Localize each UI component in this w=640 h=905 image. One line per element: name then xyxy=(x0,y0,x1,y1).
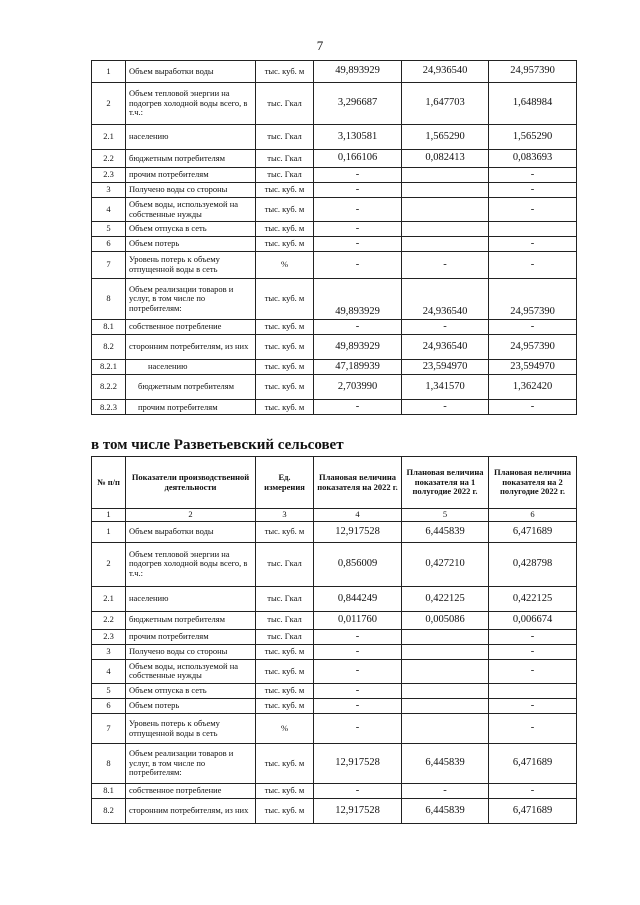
plan-half1-value: - xyxy=(402,320,489,335)
plan-half2-value: - xyxy=(489,183,577,198)
plan-half1-value: 6,445839 xyxy=(402,521,489,542)
plan-half1-value: - xyxy=(402,400,489,415)
table-row xyxy=(92,279,577,320)
unit-cell: тыс. куб. м xyxy=(256,375,314,400)
table-row xyxy=(92,611,577,629)
unit-cell: тыс. куб. м xyxy=(256,237,314,252)
unit-cell: тыс. куб. м xyxy=(256,279,314,320)
plan-half2-value: 1,362420 xyxy=(489,375,577,400)
table-row xyxy=(92,335,577,360)
indicator-name: Получено воды со стороны xyxy=(126,644,256,659)
table-row xyxy=(92,799,577,824)
table-row xyxy=(92,252,577,279)
row-number: 8.1 xyxy=(92,784,126,799)
plan-year-value: 0,011760 xyxy=(314,611,402,629)
header-unit: Ед. измерения xyxy=(256,457,314,509)
row-number: 8.2.1 xyxy=(92,360,126,375)
plan-half2-value: - xyxy=(489,644,577,659)
plan-half1-value xyxy=(402,644,489,659)
indicator-name: населению xyxy=(126,586,256,611)
plan-half1-value: - xyxy=(402,252,489,279)
row-number: 6 xyxy=(92,698,126,713)
unit-cell: тыс. куб. м xyxy=(256,400,314,415)
row-number: 8 xyxy=(92,744,126,784)
unit-cell: тыс. Гкал xyxy=(256,83,314,125)
row-number: 3 xyxy=(92,644,126,659)
table-row xyxy=(92,400,577,415)
row-number: 8.2.3 xyxy=(92,400,126,415)
row-number: 1 xyxy=(92,61,126,83)
table-row xyxy=(92,183,577,198)
plan-half1-value: 1,565290 xyxy=(402,125,489,150)
plan-half2-value: - xyxy=(489,784,577,799)
unit-cell: тыс. куб. м xyxy=(256,698,314,713)
table-row xyxy=(92,61,577,83)
plan-year-value: - xyxy=(314,644,402,659)
row-number: 3 xyxy=(92,183,126,198)
plan-half1-value: 0,082413 xyxy=(402,150,489,168)
unit-cell: тыс. куб. м xyxy=(256,744,314,784)
row-number: 7 xyxy=(92,714,126,744)
table-row xyxy=(92,198,577,222)
plan-year-value: 12,917528 xyxy=(314,521,402,542)
indicator-name: бюджетным потребителям xyxy=(126,375,256,400)
plan-half2-value: 1,648984 xyxy=(489,83,577,125)
indicator-name: бюджетным потребителям xyxy=(126,611,256,629)
unit-cell: тыс. куб. м xyxy=(256,799,314,824)
unit-cell: тыс. Гкал xyxy=(256,168,314,183)
indicator-name: Объем воды, используемой на собственные нужды xyxy=(126,198,256,222)
plan-year-value: 12,917528 xyxy=(314,744,402,784)
plan-year-value: 2,703990 xyxy=(314,375,402,400)
production-indicators-table xyxy=(91,60,577,415)
plan-year-value: - xyxy=(314,400,402,415)
plan-half2-value xyxy=(489,683,577,698)
plan-half2-value: 6,471689 xyxy=(489,799,577,824)
indicator-name: Объем реализации товаров и услуг, в том числе по потребителям: xyxy=(126,744,256,784)
plan-half2-value: 23,594970 xyxy=(489,360,577,375)
plan-year-value: - xyxy=(314,183,402,198)
indicator-name: сторонним потребителям, из них xyxy=(126,799,256,824)
indicator-name: Объем воды, используемой на собственные нужды xyxy=(126,659,256,683)
indicator-name: бюджетным потребителям xyxy=(126,150,256,168)
indicator-name: Объем реализации товаров и услуг, в том числе по потребителям: xyxy=(126,279,256,320)
row-number: 8.2.2 xyxy=(92,375,126,400)
indicator-name: Объем выработки воды xyxy=(126,61,256,83)
plan-year-value: 12,917528 xyxy=(314,799,402,824)
row-number: 2.1 xyxy=(92,586,126,611)
plan-half2-value: 6,471689 xyxy=(489,744,577,784)
index-cell: 3 xyxy=(256,509,314,522)
indicator-name: Объем тепловой энергии на подогрев холодной воды всего, в т.ч.: xyxy=(126,542,256,586)
plan-half1-value: 1,341570 xyxy=(402,375,489,400)
plan-year-value: - xyxy=(314,629,402,644)
header-name: Показатели производственной деятельности xyxy=(126,457,256,509)
plan-half1-value xyxy=(402,168,489,183)
plan-half1-value xyxy=(402,698,489,713)
table-row xyxy=(92,659,577,683)
plan-half2-value: - xyxy=(489,198,577,222)
table-row xyxy=(92,784,577,799)
table-row xyxy=(92,168,577,183)
plan-half2-value: 0,006674 xyxy=(489,611,577,629)
plan-half2-value: - xyxy=(489,320,577,335)
table-row xyxy=(92,125,577,150)
table-row xyxy=(92,237,577,252)
plan-half2-value: 0,422125 xyxy=(489,586,577,611)
plan-half2-value: 0,083693 xyxy=(489,150,577,168)
header-num: № п/п xyxy=(92,457,126,509)
table-row xyxy=(92,586,577,611)
plan-half2-value: 6,471689 xyxy=(489,521,577,542)
unit-cell: тыс. куб. м xyxy=(256,198,314,222)
plan-year-value: - xyxy=(314,198,402,222)
plan-half2-value: - xyxy=(489,252,577,279)
plan-year-value: - xyxy=(314,659,402,683)
row-number: 4 xyxy=(92,198,126,222)
plan-year-value: 49,893929 xyxy=(314,61,402,83)
row-number: 8.2 xyxy=(92,799,126,824)
plan-year-value: - xyxy=(314,252,402,279)
row-number: 6 xyxy=(92,237,126,252)
plan-half2-value: 24,957390 xyxy=(489,279,577,320)
row-number: 8.2 xyxy=(92,335,126,360)
plan-year-value: 0,844249 xyxy=(314,586,402,611)
plan-half2-value: - xyxy=(489,714,577,744)
razvetyevsky-indicators-table xyxy=(91,456,577,824)
row-number: 8 xyxy=(92,279,126,320)
plan-half1-value: 24,936540 xyxy=(402,61,489,83)
row-number: 2.3 xyxy=(92,629,126,644)
unit-cell: тыс. Гкал xyxy=(256,611,314,629)
section-title: в том числе Разветьевский сельсовет xyxy=(91,437,344,453)
row-number: 2.1 xyxy=(92,125,126,150)
table-row xyxy=(92,683,577,698)
unit-cell: тыс. куб. м xyxy=(256,222,314,237)
plan-half2-value: - xyxy=(489,698,577,713)
plan-year-value: - xyxy=(314,784,402,799)
unit-cell: тыс. Гкал xyxy=(256,125,314,150)
row-number: 2.2 xyxy=(92,611,126,629)
plan-half1-value: 23,594970 xyxy=(402,360,489,375)
plan-year-value: 49,893929 xyxy=(314,279,402,320)
row-number: 2.2 xyxy=(92,150,126,168)
header-plan-half1: Плановая величина показателя на 1 полугодие 2022 г. xyxy=(402,457,489,509)
page-number: 7 xyxy=(316,38,324,53)
table-row xyxy=(92,360,577,375)
table-row xyxy=(92,320,577,335)
table-row xyxy=(92,375,577,400)
indicator-name: Объем отпуска в сеть xyxy=(126,683,256,698)
unit-cell: тыс. куб. м xyxy=(256,61,314,83)
index-cell: 4 xyxy=(314,509,402,522)
index-cell: 1 xyxy=(92,509,126,522)
indicator-name: Объем выработки воды xyxy=(126,521,256,542)
unit-cell: тыс. куб. м xyxy=(256,644,314,659)
plan-half1-value: 1,647703 xyxy=(402,83,489,125)
unit-cell: тыс. куб. м xyxy=(256,360,314,375)
plan-year-value: - xyxy=(314,683,402,698)
table-row xyxy=(92,222,577,237)
table-row xyxy=(92,521,577,542)
plan-year-value: 0,166106 xyxy=(314,150,402,168)
index-cell: 5 xyxy=(402,509,489,522)
plan-year-value: 0,856009 xyxy=(314,542,402,586)
indicator-name: Объем отпуска в сеть xyxy=(126,222,256,237)
unit-cell: тыс. Гкал xyxy=(256,150,314,168)
plan-half2-value: - xyxy=(489,629,577,644)
plan-half2-value: 24,957390 xyxy=(489,335,577,360)
unit-cell: тыс. куб. м xyxy=(256,183,314,198)
plan-half2-value: - xyxy=(489,168,577,183)
plan-half1-value xyxy=(402,222,489,237)
plan-half1-value: 24,936540 xyxy=(402,279,489,320)
table-row xyxy=(92,744,577,784)
indicator-name: населению xyxy=(126,125,256,150)
unit-cell: тыс. Гкал xyxy=(256,586,314,611)
plan-half2-value: 1,565290 xyxy=(489,125,577,150)
unit-cell: тыс. куб. м xyxy=(256,335,314,360)
indicator-name: Уровень потерь к объему отпущенной воды в сеть xyxy=(126,714,256,744)
plan-half2-value: - xyxy=(489,400,577,415)
plan-year-value: - xyxy=(314,320,402,335)
table-header-row xyxy=(92,457,577,509)
indicator-name: прочим потребителям xyxy=(126,400,256,415)
plan-half1-value xyxy=(402,198,489,222)
table-row xyxy=(92,150,577,168)
unit-cell: тыс. куб. м xyxy=(256,683,314,698)
plan-half2-value: - xyxy=(489,659,577,683)
plan-half1-value xyxy=(402,237,489,252)
indicator-name: сторонним потребителям, из них xyxy=(126,335,256,360)
plan-half1-value: 0,422125 xyxy=(402,586,489,611)
unit-cell: тыс. куб. м xyxy=(256,320,314,335)
row-number: 2 xyxy=(92,542,126,586)
plan-half1-value xyxy=(402,659,489,683)
plan-year-value: - xyxy=(314,698,402,713)
plan-half1-value: 24,936540 xyxy=(402,335,489,360)
plan-half1-value xyxy=(402,714,489,744)
row-number: 4 xyxy=(92,659,126,683)
plan-half1-value: 0,427210 xyxy=(402,542,489,586)
indicator-name: Объем потерь xyxy=(126,237,256,252)
unit-cell: тыс. Гкал xyxy=(256,542,314,586)
plan-year-value: 3,296687 xyxy=(314,83,402,125)
table-index-row xyxy=(92,509,577,522)
plan-half1-value: 6,445839 xyxy=(402,744,489,784)
plan-year-value: - xyxy=(314,237,402,252)
table-row xyxy=(92,644,577,659)
table-row xyxy=(92,83,577,125)
plan-year-value: 49,893929 xyxy=(314,335,402,360)
plan-half2-value: 0,428798 xyxy=(489,542,577,586)
row-number: 5 xyxy=(92,683,126,698)
indicator-name: населению xyxy=(126,360,256,375)
table-row xyxy=(92,698,577,713)
plan-year-value: - xyxy=(314,714,402,744)
plan-year-value: - xyxy=(314,168,402,183)
indicator-name: Уровень потерь к объему отпущенной воды в сеть xyxy=(126,252,256,279)
indicator-name: прочим потребителям xyxy=(126,629,256,644)
plan-half2-value: 24,957390 xyxy=(489,61,577,83)
header-plan-year: Плановая величина показателя на 2022 г. xyxy=(314,457,402,509)
unit-cell: тыс. куб. м xyxy=(256,784,314,799)
unit-cell: % xyxy=(256,714,314,744)
table-row xyxy=(92,629,577,644)
header-plan-half2: Плановая величина показателя на 2 полугодие 2022 г. xyxy=(489,457,577,509)
plan-year-value: 47,189939 xyxy=(314,360,402,375)
plan-half1-value xyxy=(402,629,489,644)
indicator-name: собственное потребление xyxy=(126,784,256,799)
row-number: 5 xyxy=(92,222,126,237)
row-number: 2 xyxy=(92,83,126,125)
row-number: 7 xyxy=(92,252,126,279)
unit-cell: тыс. куб. м xyxy=(256,659,314,683)
plan-half1-value: 0,005086 xyxy=(402,611,489,629)
row-number: 8.1 xyxy=(92,320,126,335)
plan-half2-value xyxy=(489,222,577,237)
indicator-name: Получено воды со стороны xyxy=(126,183,256,198)
index-cell: 2 xyxy=(126,509,256,522)
plan-half1-value xyxy=(402,683,489,698)
row-number: 1 xyxy=(92,521,126,542)
indicator-name: Объем тепловой энергии на подогрев холодной воды всего, в т.ч.: xyxy=(126,83,256,125)
plan-half2-value: - xyxy=(489,237,577,252)
unit-cell: % xyxy=(256,252,314,279)
indicator-name: прочим потребителям xyxy=(126,168,256,183)
indicator-name: собственное потребление xyxy=(126,320,256,335)
index-cell: 6 xyxy=(489,509,577,522)
table-row xyxy=(92,714,577,744)
plan-half1-value: - xyxy=(402,784,489,799)
plan-half1-value xyxy=(402,183,489,198)
unit-cell: тыс. куб. м xyxy=(256,521,314,542)
unit-cell: тыс. Гкал xyxy=(256,629,314,644)
plan-year-value: 3,130581 xyxy=(314,125,402,150)
table-row xyxy=(92,542,577,586)
row-number: 2.3 xyxy=(92,168,126,183)
plan-half1-value: 6,445839 xyxy=(402,799,489,824)
plan-year-value: - xyxy=(314,222,402,237)
indicator-name: Объем потерь xyxy=(126,698,256,713)
